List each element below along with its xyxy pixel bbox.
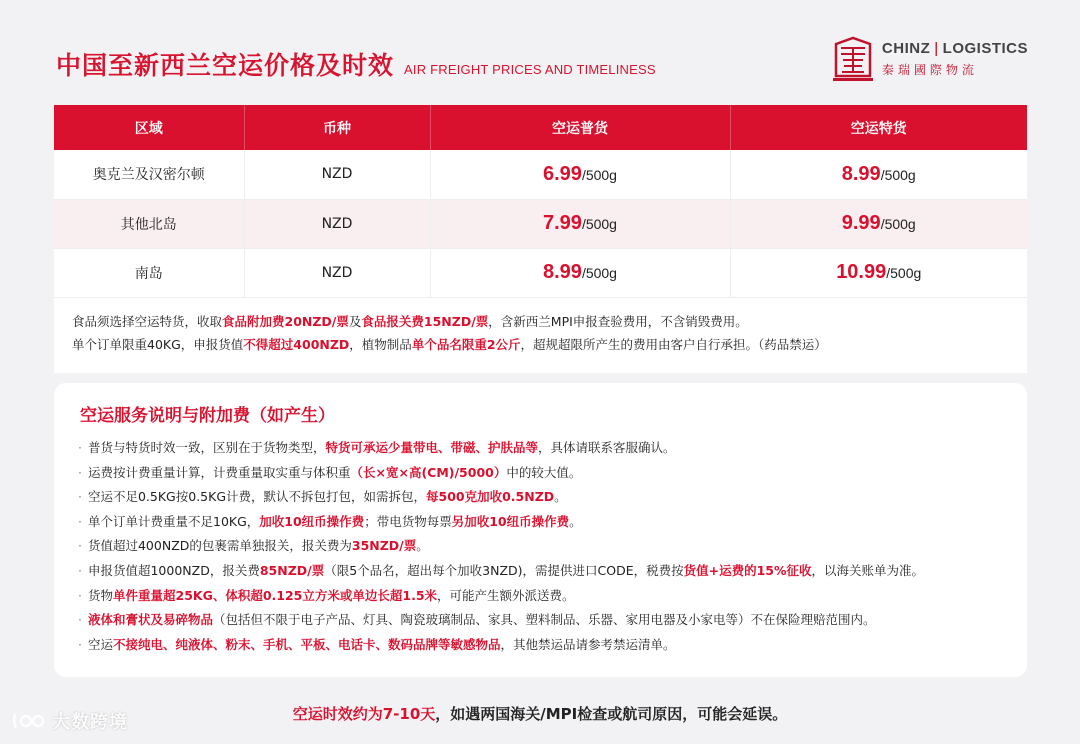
table-row: [54, 199, 1027, 248]
service-title: 空运服务说明与附加费（如产生）: [80, 406, 335, 426]
logo-name-cn: 秦瑞國際物流: [881, 63, 978, 77]
column-header-currency: 币种: [244, 105, 430, 150]
list-item: · 单个订单计费重量不足10KG，加收10纽币操作费；带电货物每票另加收10纽币操作费。: [78, 513, 582, 529]
page-subtitle-en: AIR FREIGHT PRICES AND TIMELINESS: [404, 62, 656, 77]
table-header-row: [54, 105, 1027, 150]
note-food: 食品须选择空运特货，收取食品附加费20NZD/票及食品报关费15NZD/票，含新西兰MPI申报查验费用，不含销毁费用。: [72, 313, 748, 329]
page-title: 中国至新西兰空运价格及时效: [56, 51, 395, 80]
price-notes: [54, 298, 1027, 356]
list-item: · 申报货值超1000NZD，报关费85NZD/票（限5个品名，超出每个加收3NZD)，需提供进口CODE，税费按货值+运费的15%征收，以海关账单为准。: [78, 562, 925, 578]
list-item: · 空运不足0.5KG按0.5KG计费，默认不拆包打包，如需拆包，每500克加收0.5NZD。: [78, 489, 567, 505]
list-item: · 空运不接纯电、纯液体、粉末、手机、平板、电话卡、数码品牌等敏感物品，其他禁运品请参考禁运清单。: [78, 636, 676, 652]
currency-cell: NZD: [244, 199, 430, 248]
service-notes-card: [54, 383, 1027, 677]
general-price-cell: 6.99/500g: [430, 150, 730, 199]
list-item: · 液体和膏状及易碎物品（包括但不限于电子产品、灯具、陶瓷玻璃制品、家具、塑料制品、乐器、家用电器及小家电等）不在保险理赔范围内。: [78, 612, 876, 628]
logo-name-en: CHINZ | LOGISTICS: [881, 40, 1028, 57]
region-cell: 其他北岛: [54, 199, 244, 248]
column-header-general: 空运普货: [430, 105, 730, 150]
list-item: · 运费按计费重量计算，计费重量取实重与体积重（长×宽×高(CM)/5000）中的较大值。: [78, 464, 582, 480]
general-price-cell: 8.99/500g: [430, 248, 730, 297]
special-price-cell: 9.99/500g: [730, 199, 1027, 248]
currency-cell: NZD: [244, 248, 430, 297]
watermark-logo-icon: [12, 711, 46, 731]
region-cell: 南岛: [54, 248, 244, 297]
currency-cell: NZD: [244, 150, 430, 199]
table-row: [54, 248, 1027, 297]
list-item: · 货值超过400NZD的包裹需单独报关，报关费为35NZD/票。: [78, 538, 429, 554]
service-list: [78, 436, 1003, 657]
column-header-special: 空运特货: [850, 120, 907, 137]
watermark-text: 大数跨境: [52, 712, 128, 733]
special-price-cell: 8.99/500g: [730, 150, 1027, 199]
column-header-region: 区域: [54, 105, 244, 150]
table-row: [54, 150, 1027, 199]
company-logo: [832, 36, 1028, 82]
note-limits: 单个订单限重40KG，申报货值不得超过400NZD，植物制品单个品名限重2公斤，超规超限所产生的费用由客户自行承担。（药品禁运）: [72, 336, 827, 352]
watermark: [12, 708, 128, 734]
logo-seal-icon: [832, 36, 874, 82]
list-item: · 货物单件重量超25KG、体积超0.125立方米或单边长超1.5米，可能产生额外派送费。: [78, 587, 575, 603]
region-cell: 奥克兰及汉密尔顿: [54, 150, 244, 199]
price-table-card: [54, 105, 1027, 373]
general-price-cell: 7.99/500g: [430, 199, 730, 248]
page-header: [56, 46, 656, 82]
special-price-cell: 10.99/500g: [730, 248, 1027, 297]
list-item: · 普货与特货时效一致，区别在于货物类型，特货可承运少量带电、带磁、护肤品等，具体请联系客服确认。: [78, 440, 676, 455]
price-table: [54, 105, 1027, 298]
footer-note: 空运时效约为7-10天，如遇两国海关/MPI检查或航司原因，可能会延误。: [292, 705, 788, 723]
